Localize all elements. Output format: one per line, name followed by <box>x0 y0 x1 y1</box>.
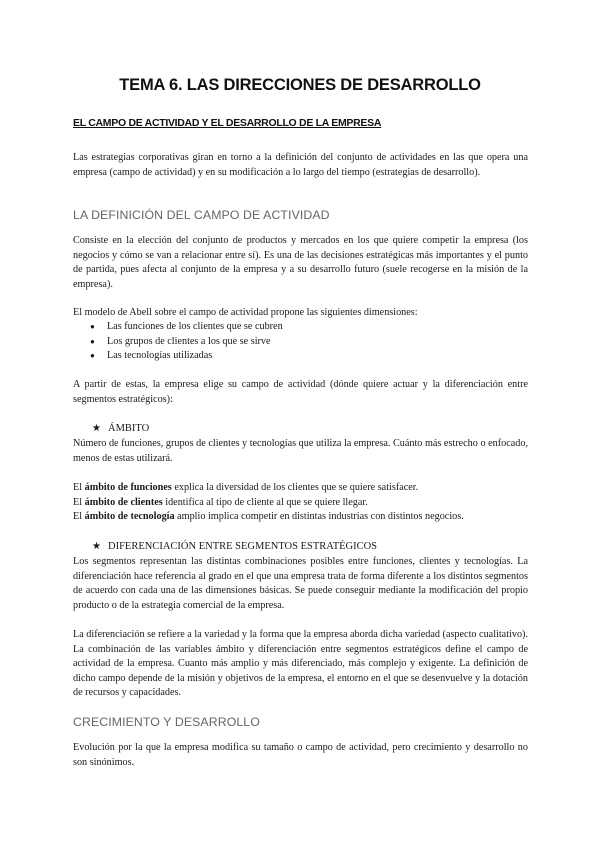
list-item: ● Las tecnologías utilizadas <box>90 349 530 364</box>
bullet-icon: ● <box>90 351 95 361</box>
list-item: ● Los grupos de clientes a los que se sirve <box>90 335 530 350</box>
ambito-paragraph: Número de funciones, grupos de clientes y tecnologías que utiliza la empresa. Cuánto más estrecho o enfocado, menos de estas utilizará. <box>73 438 528 464</box>
ambito-tecnologia-line: El ámbito de tecnología amplio implica competir en distintas industrias con distintos negocios. <box>73 511 464 522</box>
bullet-icon: ● <box>90 322 95 331</box>
heading-diferenciacion-label: DIFERENCIACIÓN ENTRE SEGMENTOS ESTRATÉGICOS <box>108 541 378 552</box>
ambito-clientes-line: El ámbito de clientes identifica al tipo de cliente al que se quiere llegar. <box>73 497 368 508</box>
abell-paragraph: El modelo de Abell sobre el campo de actividad propone las siguientes dimensiones: <box>73 307 418 318</box>
list-item: ● Las funciones de los clientes que se cubren <box>90 320 530 335</box>
ambito-funciones-line: El ámbito de funciones explica la diversidad de los clientes que se quiere satisfacer. <box>73 482 419 493</box>
heading-crecimiento: CRECIMIENTO Y DESARROLLO <box>73 715 260 729</box>
bullet-icon: ● <box>90 336 95 346</box>
heading-definicion: LA DEFINICIÓN DEL CAMPO DE ACTIVIDAD <box>73 208 330 222</box>
heading-ambito-label: ÁMBITO <box>108 423 150 434</box>
section-subtitle: EL CAMPO DE ACTIVIDAD Y EL DESARROLLO DE LA EMPRESA <box>73 117 382 129</box>
diferenciacion-paragraph-1: Los segmentos representan las distintas combinaciones posibles entre funciones, clientes y tecnologías. La diferenciación hace referencia al grado en el que una empresa trata de forma diferente a los distintos segmentos de acuerdo con cada una de las dimensiones básicas. Se puede conseguir mediante la modificación del propio producto o de la estrategia comercial de la empresa. <box>73 556 528 611</box>
star-icon: ★ <box>92 541 101 552</box>
star-icon: ★ <box>92 423 101 434</box>
definicion-paragraph: Consiste en la elección del conjunto de productos y mercados en los que quiere competir la empresa (los negocios y cómo se van a relacionar entre sí). Es una de las decisiones estratégicas más importantes y el punto de partida, pues afecta al conjunto de la empresa y a su desarrollo futuro (suele recogerse en la misión de la empresa). <box>73 235 528 290</box>
dimensions-list <box>90 320 530 364</box>
intro-paragraph: Las estrategias corporativas giran en torno a la definición del conjunto de actividades en las que opera una empresa (campo de actividad) y en su modificación a lo largo del tiempo (estrategias de desarrollo). <box>73 152 528 178</box>
eleccion-paragraph: A partir de estas, la empresa elige su campo de actividad (dónde quiere actuar y la diferenciación entre segmentos estratégicos): <box>73 379 528 405</box>
page-title: TEMA 6. LAS DIRECCIONES DE DESARROLLO <box>119 76 481 94</box>
heading-ambito <box>92 422 149 437</box>
crecimiento-paragraph: Evolución por la que la empresa modifica su tamaño o campo de actividad, pero crecimiento y desarrollo no son sinónimos. <box>73 742 528 768</box>
heading-diferenciacion <box>92 540 377 555</box>
diferenciacion-paragraph-2: La diferenciación se refiere a la variedad y la forma que la empresa aborda dicha variedad (aspecto cualitativo). La combinación de las variables ámbito y diferenciación entre segmentos estratégicos define el campo de actividad de la empresa. Cuanto más amplio y más diferenciado, más complejo y exigente. La definición de dicho campo depende de la misión y objetivos de la empresa, el entorno en el que se desenvuelve y la dotación de recursos y capacidades. <box>73 629 528 699</box>
